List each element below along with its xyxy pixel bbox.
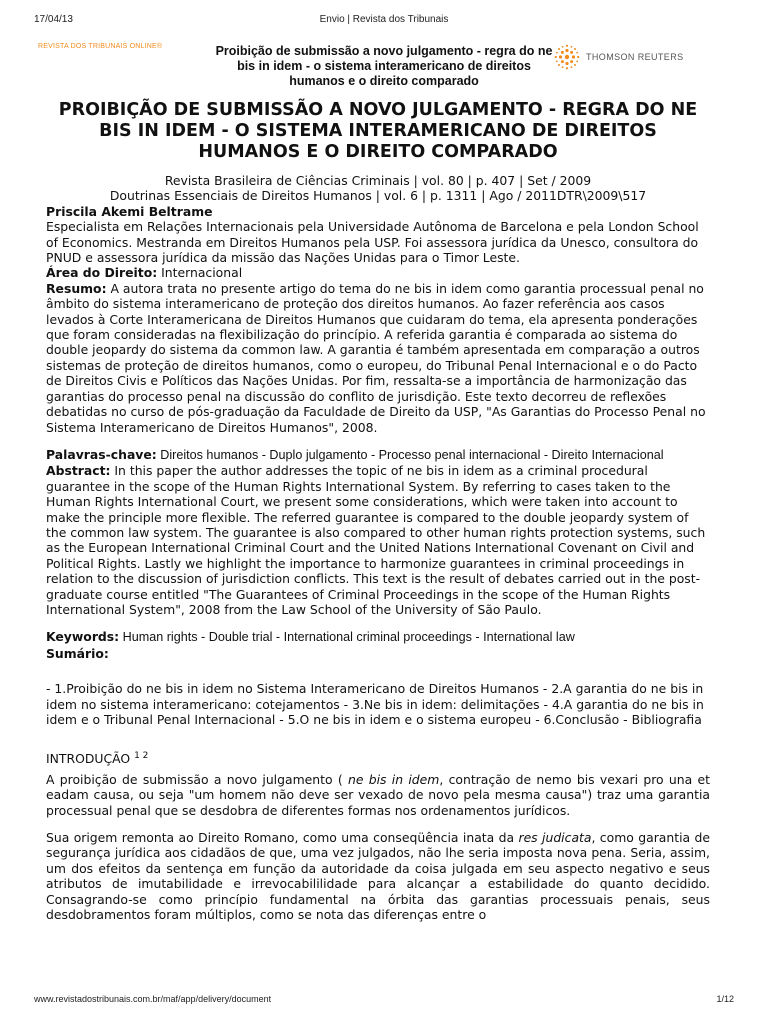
p1-text-b: , contração de nemo bis vexari pro una et eadam causa, ou seja "um homem não deve ser vexado de novo pela mesma causa") traz uma garantia processual penal que se desdobra de diferentes formas nos ordenamentos jurídicos. bbox=[46, 771, 710, 818]
sumario-text: - 1.Proibição do ne bis in idem no Sistema Interamericano de Direitos Humanos - 2.A garantia do ne bis in idem no sistema interamericano: cotejamentos - 3.Ne bis in idem: delimitações - 4.A garantia do ne bis in idem e o Tribunal Penal Internacional - 5.O ne bis in idem e o sistema europeu - 6.Conclusão - Bibliografia bbox=[46, 681, 704, 727]
print-date: 17/04/13 bbox=[34, 14, 73, 25]
paragraph-2 bbox=[46, 830, 710, 922]
print-page-title: Envio | Revista dos Tribunais bbox=[319, 14, 449, 25]
p1-text-a: A proibição de submissão a novo julgamento ( bbox=[46, 771, 348, 787]
publisher-name: THOMSON REUTERS bbox=[586, 52, 684, 62]
palavras-label: Palavras-chave: bbox=[46, 446, 157, 462]
palavras-chave bbox=[46, 447, 710, 463]
abstract-label: Abstract: bbox=[46, 463, 111, 479]
area-of-law bbox=[46, 265, 710, 280]
keywords bbox=[46, 629, 710, 645]
source-line-1: Revista Brasileira de Ciências Criminais | vol. 80 | p. 407 | Set / 2009 bbox=[164, 173, 592, 188]
author-bio: Especialista em Relações Internacionais pela Universidade Autônoma de Barcelona e pela London School of Economics. Mestranda em Direitos Humanos pela USP. Foi assessora jurídica da Unesco, consultora do PNUD e assessora jurídica da missão das Nações Unidas para o Timor Leste. bbox=[46, 219, 699, 266]
running-title: Proibição de submissão a novo julgamento - regra do ne bis in idem - o sistema interamericano de direitos humanos e o direito comparado bbox=[215, 44, 553, 88]
author-name: Priscila Akemi Beltrame bbox=[46, 203, 213, 219]
intro-heading-text: INTRODUÇÃO bbox=[46, 751, 135, 767]
abstract-text: In this paper the author addresses the topic of ne bis in idem as a criminal procedural guarantee in the scope of the Human Rights International System. By referring to cases taken to the Human Rights International Court, we present some considerations, which were taken into account to make the principle more flexible. The referred guarantee is compared to the double jeopardy system of the common law system. The guarantee is also compared to other human rights protection systems, such as the European International Criminal Court and the United Nations International Covenant on Civil and Political Rights. Lastly we highlight the importance to harmonize guarantees in criminal proceedings in relation to the discussion of jurisdiction conflicts. This text is the result of debates carried out in the post-graduate course entitled "The Guarantees of Criminal Proceedings in the scope of the Human Rights International System", 2008 from the Law School of the University of São Paulo. bbox=[46, 463, 706, 617]
brand-logo-text: REVISTA DOS TRIBUNAIS ONLINE® bbox=[38, 43, 163, 50]
page-number: 1/12 bbox=[716, 994, 734, 1004]
resumo-text: A autora trata no presente artigo do tema do ne bis in idem como garantia processual penal no âmbito do sistema interamericano de proteção dos direitos humanos. Ao fazer referência aos casos levados à Corte Interamericana de Direitos Humanos que cuidaram do tema, ela apresenta ponderações que foram consideradas na flexibilização do princípio. A referida garantia é comparada ao sistema do double jeopardy do sistema da common law. A garantia é também apresentada em comparação a outros sistemas de proteção de direitos humanos, como o europeu, do Tribunal Penal Internacional e o do Pacto de Direitos Civis e Políticos das Nações Unidas. Por fim, ressalta-se a importância de harmonização das garantias do processo penal na discussão do conflito de jurisdição. Este texto decorreu de reflexões debatidas no curso de pós-graduação da Faculdade de Direito da USP, "As Garantias do Processo Penal no Sistema Interamericano de Direitos Humanos", 2008. bbox=[46, 280, 706, 435]
p2-text-a: Sua origem remonta ao Direito Romano, como uma conseqüência inata da bbox=[46, 830, 519, 846]
area-label: Área do Direito: bbox=[46, 265, 158, 281]
resumo-label: Resumo: bbox=[46, 280, 107, 296]
sumario-label: Sumário: bbox=[46, 645, 109, 661]
document-url[interactable]: www.revistadostribunais.com.br/maf/app/delivery/document bbox=[34, 994, 272, 1004]
article-body bbox=[46, 100, 710, 922]
abstract bbox=[46, 463, 710, 617]
p2-text-b: , como garantia de segurança jurídica aos cidadãos de que, uma vez julgados, não lhe seria imposta nova pena. Seria, assim, um dos efeitos da sentença em função da autoridade da coisa julgada em seu aspecto negativo e seus atributos de imutabilidade e irrevocabililidade para alcançar a estabilidade do quanto decidido. Consagrando-se como princípio fundamental na órbita das garantias processuais penais, seus desdobramentos foram múltiplos, como se nota das diferenças entre o bbox=[46, 830, 710, 923]
resumo bbox=[46, 281, 710, 435]
palavras-text: Direitos humanos - Duplo julgamento - Processo penal internacional - Direito Internacional bbox=[156, 447, 664, 462]
intro-heading bbox=[46, 749, 710, 766]
source-line-2: Doutrinas Essenciais de Direitos Humanos | vol. 6 | p. 1311 | Ago / 2011DTR\2009\517 bbox=[109, 188, 647, 204]
p2-italic: res judicata bbox=[518, 830, 592, 846]
p1-italic: ne bis in idem bbox=[347, 771, 440, 787]
area-value: Internacional bbox=[157, 265, 243, 281]
article-title: PROIBIÇÃO DE SUBMISSÃO A NOVO JULGAMENTO - REGRA DO NE BIS IN IDEM - O SISTEMA INTERAMERICANO DE DIREITOS HUMANOS E O DIREITO COMPARADO bbox=[58, 100, 698, 162]
footnote-refs[interactable]: 1 2 bbox=[134, 751, 149, 762]
paragraph-1 bbox=[46, 772, 710, 818]
keywords-text: Human rights - Double trial - International criminal proceedings - International law bbox=[119, 630, 575, 645]
publisher-logo bbox=[554, 44, 684, 70]
keywords-label: Keywords: bbox=[46, 629, 120, 645]
thomson-reuters-logo-icon bbox=[554, 44, 580, 70]
